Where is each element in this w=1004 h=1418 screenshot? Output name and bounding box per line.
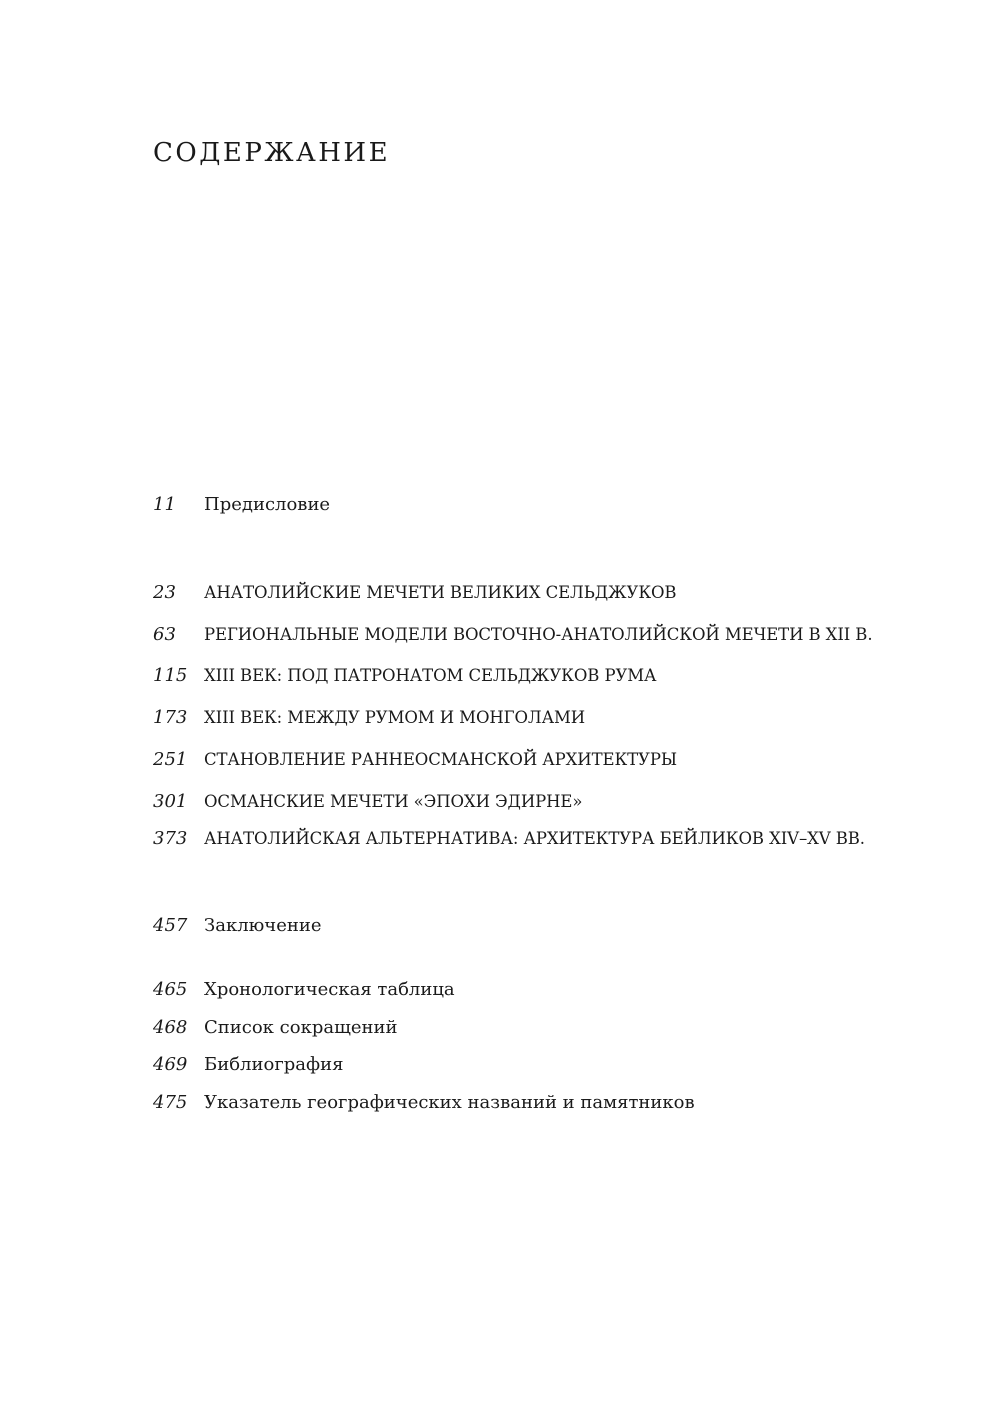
- toc-entry-label: Заключение: [204, 915, 322, 936]
- page-title: СОДЕРЖАНИЕ: [153, 138, 391, 168]
- toc-page-number: 469: [153, 1054, 188, 1075]
- toc-entry-label: XIII ВЕК: ПОД ПАТРОНАТОМ СЕЛЬДЖУКОВ РУМА: [204, 666, 657, 685]
- toc-entry-label: АНАТОЛИЙСКАЯ АЛЬТЕРНАТИВА: АРХИТЕКТУРА БЕЙЛИКОВ XIV–XV ВВ.: [204, 829, 865, 848]
- toc-entry-label: СТАНОВЛЕНИЕ РАННЕОСМАНСКОЙ АРХИТЕКТУРЫ: [204, 750, 677, 769]
- toc-page-number: 468: [153, 1017, 188, 1038]
- toc-entry-label: Библиография: [204, 1054, 344, 1075]
- toc-entry-label: ОСМАНСКИЕ МЕЧЕТИ «ЭПОХИ ЭДИРНЕ»: [204, 792, 583, 811]
- toc-page-number: 251: [153, 749, 188, 770]
- toc-page-number: 63: [153, 624, 176, 645]
- toc-entry-label: Указатель географических названий и памятников: [204, 1092, 695, 1113]
- toc-page-number: 23: [153, 582, 176, 603]
- toc-entry-label: XIII ВЕК: МЕЖДУ РУМОМ И МОНГОЛАМИ: [204, 708, 586, 727]
- toc-page-number: 11: [153, 494, 176, 515]
- toc-entry-label: Предисловие: [204, 494, 331, 515]
- toc-entry-label: РЕГИОНАЛЬНЫЕ МОДЕЛИ ВОСТОЧНО-АНАТОЛИЙСКОЙ МЕЧЕТИ В XII В.: [204, 625, 873, 644]
- toc-page-number: 373: [153, 828, 188, 849]
- toc-page-number: 465: [153, 979, 188, 1000]
- toc-page-number: 457: [153, 915, 188, 936]
- toc-page-number: 115: [153, 665, 188, 686]
- toc-page-number: 173: [153, 707, 188, 728]
- toc-page-number: 475: [153, 1092, 188, 1113]
- toc-entry-label: Хронологическая таблица: [204, 979, 455, 1000]
- toc-entry-label: Список сокращений: [204, 1017, 398, 1038]
- toc-entry-label: АНАТОЛИЙСКИЕ МЕЧЕТИ ВЕЛИКИХ СЕЛЬДЖУКОВ: [204, 583, 677, 602]
- toc-page-number: 301: [153, 791, 188, 812]
